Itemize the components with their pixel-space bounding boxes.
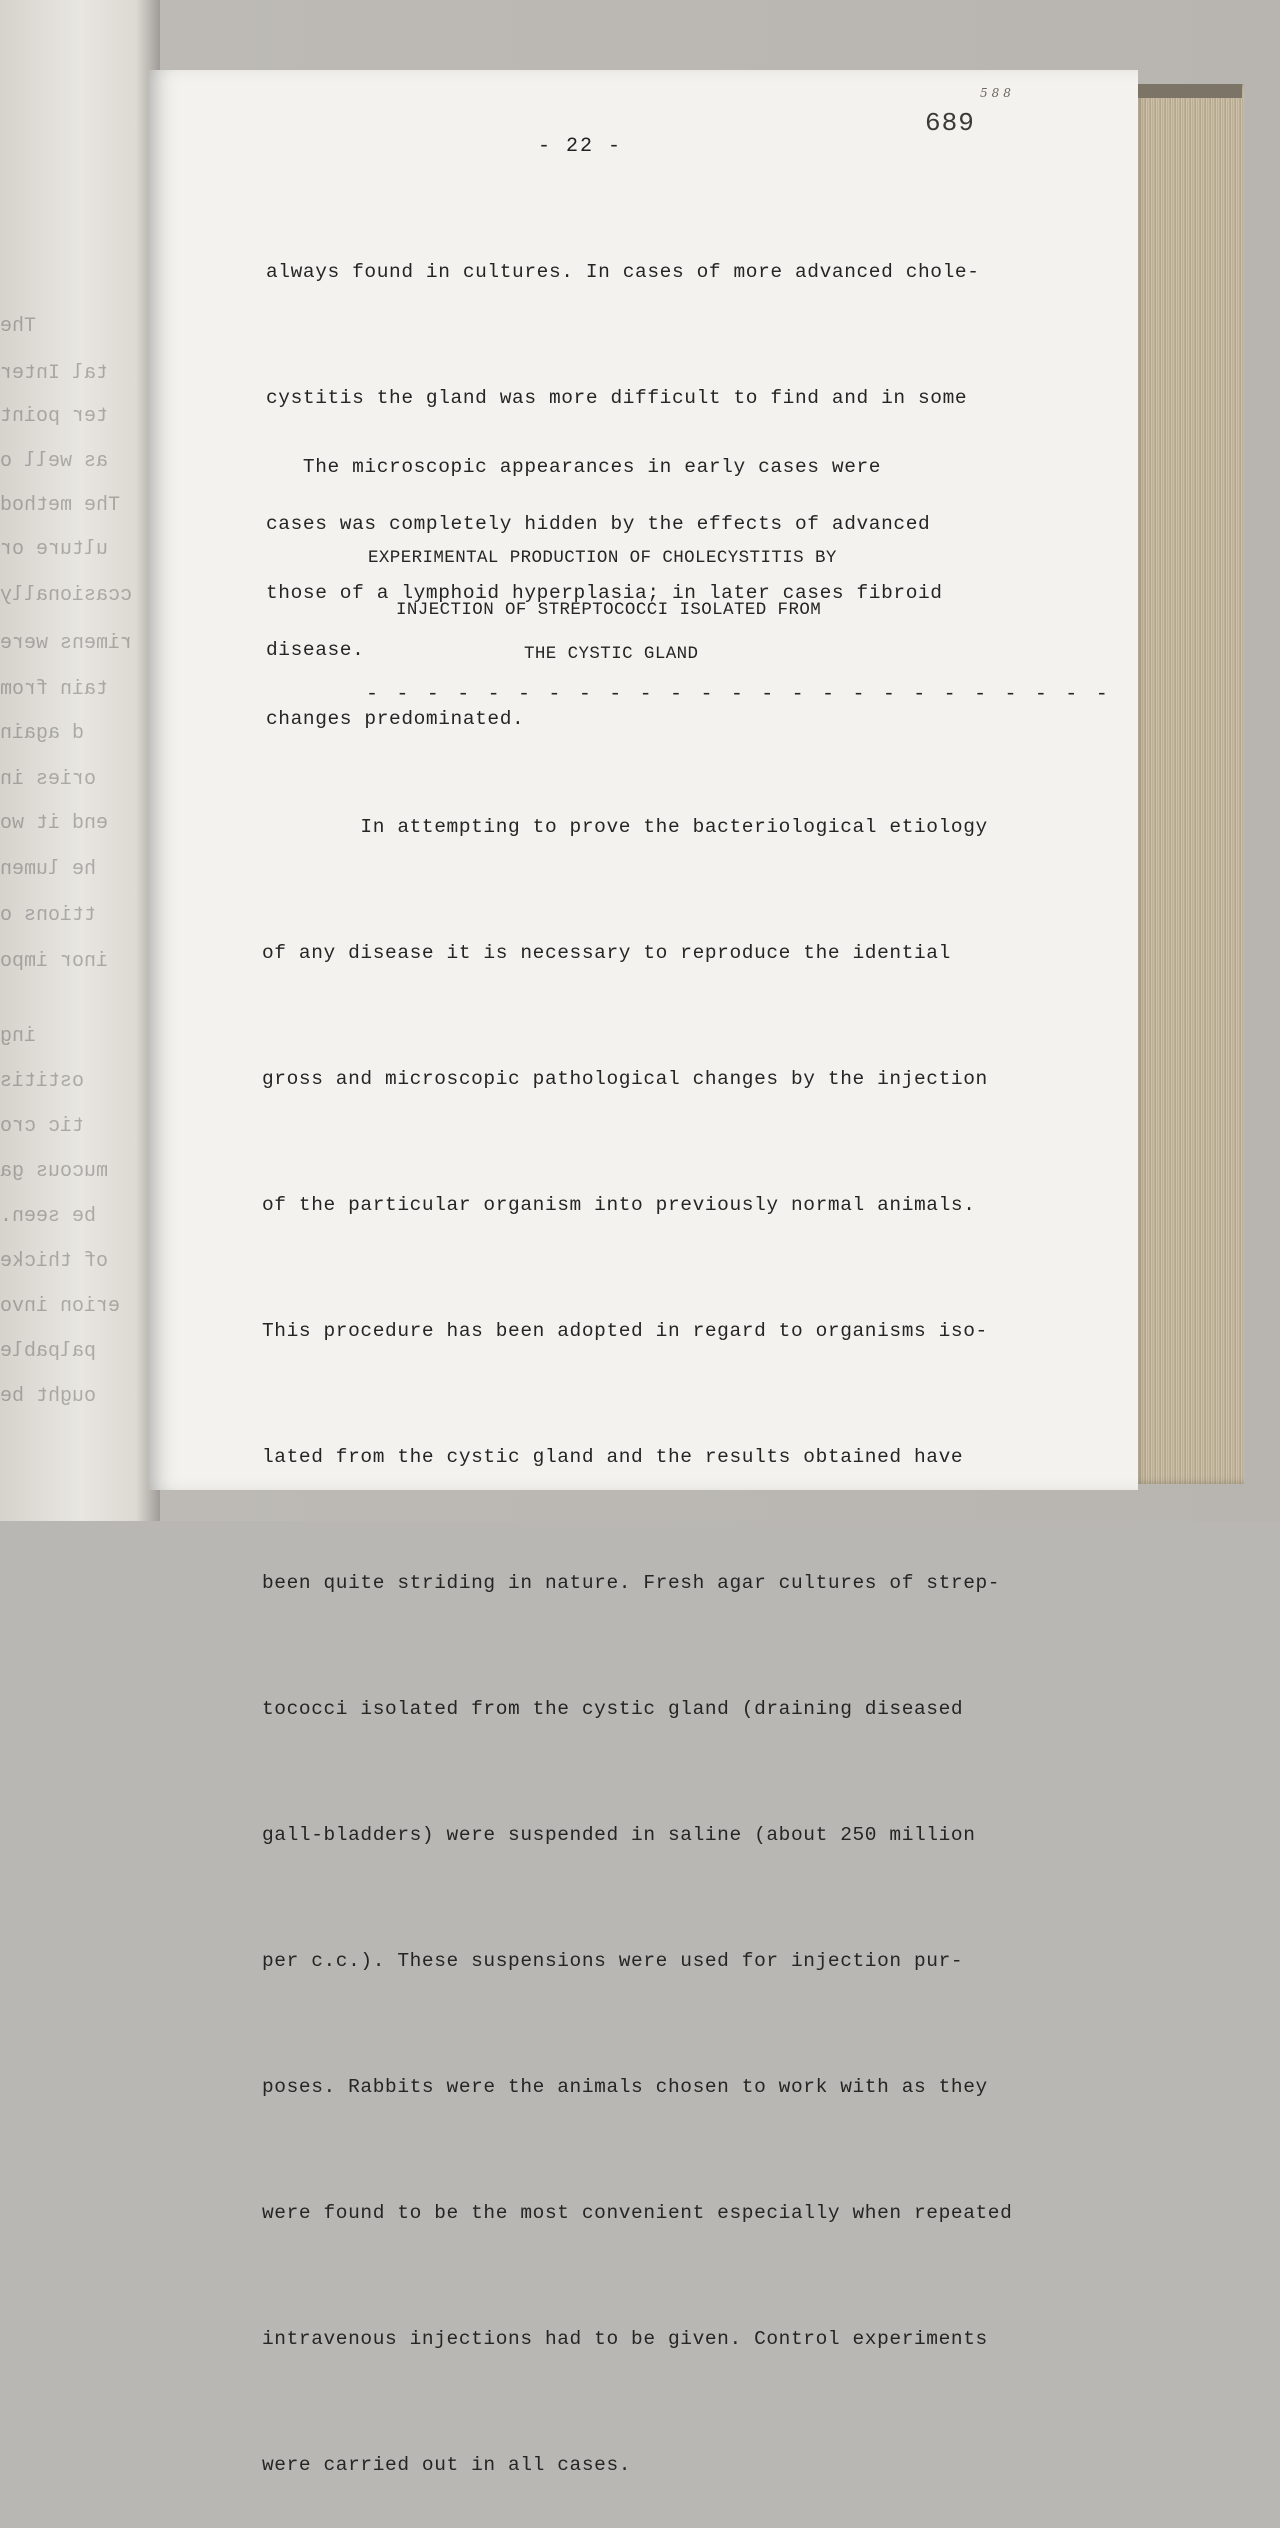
ghost-line: The — [0, 315, 37, 338]
ghost-line: d again — [0, 722, 85, 745]
section-heading-line-2: INJECTION OF STREPTOCOCCI ISOLATED FROM — [396, 600, 822, 620]
text-line: The microscopic appearances in early cases were — [266, 456, 882, 478]
ghost-line: end it wo — [0, 812, 109, 835]
ghost-line: erion invo — [0, 1295, 121, 1318]
text-line: of the particular organism into previously normal animals. — [262, 1194, 976, 1216]
text-line: gall-bladders) were suspended in saline (about 250 million — [262, 1824, 976, 1846]
ghost-line: ttions o — [0, 904, 97, 927]
text-line: were found to be the most convenient especially when repeated — [262, 2202, 1013, 2224]
text-line: cystitis the gland was more difficult to find and in some — [266, 387, 968, 409]
book-spine — [1138, 84, 1242, 98]
text-line: lated from the cystic gland and the results obtained have — [262, 1446, 964, 1468]
section-heading-line-1: EXPERIMENTAL PRODUCTION OF CHOLECYSTITIS BY — [368, 548, 837, 568]
text-line: been quite striding in nature. Fresh agar cultures of strep- — [262, 1572, 1001, 1594]
ghost-line: ulture or — [0, 538, 109, 561]
ghost-line: tal Inter — [0, 362, 109, 385]
ghost-line: be seen. — [0, 1205, 97, 1228]
text-line: tococci isolated from the cystic gland (draining diseased — [262, 1698, 964, 1720]
folio-pencil-note: 588 — [980, 86, 1015, 100]
ghost-line: ories in — [0, 768, 97, 791]
ghost-line: ought be — [0, 1385, 97, 1408]
ghost-line: of thicke — [0, 1250, 109, 1273]
ghost-line: palpable — [0, 1340, 97, 1363]
body-paragraph — [262, 722, 1012, 2528]
ghost-line: ostitis — [0, 1070, 85, 1093]
page-number: - 22 - — [538, 135, 623, 158]
ghost-line: ccasionally — [0, 584, 133, 607]
ghost-line: The method — [0, 494, 121, 517]
ghost-line: ter point — [0, 405, 109, 428]
ghost-line: mucous ga — [0, 1160, 109, 1183]
text-line: intravenous injections had to be given. Control experiments — [262, 2328, 988, 2350]
text-line: In attempting to prove the bacteriological etiology — [262, 816, 988, 838]
ghost-line: rimens were — [0, 632, 133, 655]
text-line: always found in cultures. In cases of more advanced chole- — [266, 261, 980, 283]
text-line: poses. Rabbits were the animals chosen to work with as they — [262, 2076, 988, 2098]
folio-stamp: 689 — [925, 108, 975, 138]
text-line: were carried out in all cases. — [262, 2454, 632, 2476]
left-page — [0, 0, 160, 1521]
ghost-line: inor impo — [0, 950, 109, 973]
ghost-line: ing — [0, 1025, 37, 1048]
text-line: those of a lymphoid hyperplasia; in later cases fibroid — [266, 582, 943, 604]
text-line: This procedure has been adopted in regard to organisms iso- — [262, 1320, 988, 1342]
section-heading-line-3: THE CYSTIC GLAND — [524, 644, 699, 664]
ghost-line: tic cro — [0, 1115, 85, 1138]
ghost-line: tain from — [0, 678, 109, 701]
text-line: gross and microscopic pathological changes by the injection — [262, 1068, 988, 1090]
text-line: changes predominated. — [266, 708, 525, 730]
ghost-line: as well o — [0, 450, 109, 473]
text-line: of any disease it is necessary to reproduce the idential — [262, 942, 951, 964]
text-line: disease. — [266, 639, 365, 661]
section-divider: - - - - - - - - - - - - - - - - - - - - - - - - - — [366, 683, 1111, 706]
text-line: per c.c.). These suspensions were used for injection pur- — [262, 1950, 964, 1972]
ghost-line: he lumen — [0, 858, 97, 881]
microscopic-paragraph — [266, 362, 943, 782]
text-line: cases was completely hidden by the effects of advanced — [266, 513, 931, 535]
page-block-edge — [1132, 84, 1244, 1484]
